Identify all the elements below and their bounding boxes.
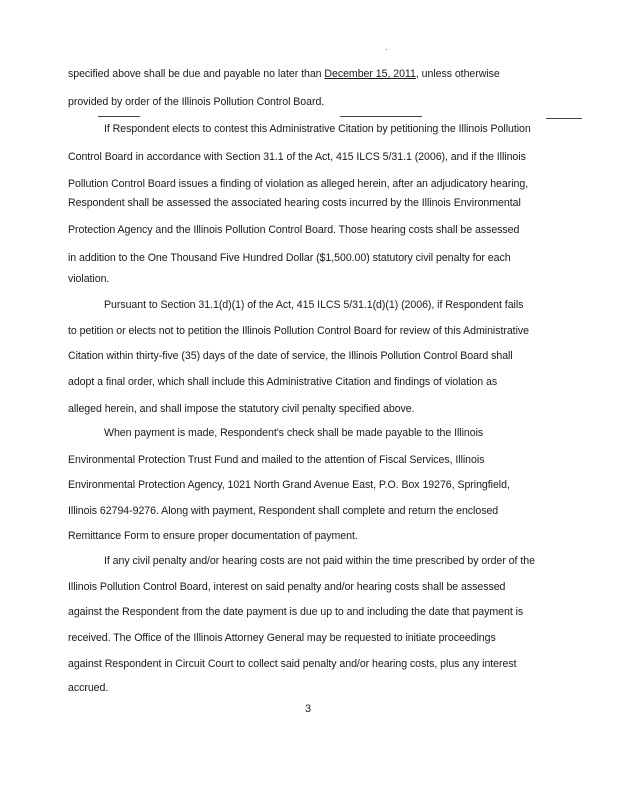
scan-speck: · <box>385 45 388 54</box>
paragraph-5-line-5: against Respondent in Circuit Court to collect said penalty and/or hearing costs, plus any interest <box>68 658 517 670</box>
paragraph-3-line-2: to petition or elects not to petition the Illinois Pollution Control Board for review of this Administrative <box>68 325 529 337</box>
paragraph-1-line-2: provided by order of the Illinois Pollution Control Board. <box>68 96 325 108</box>
paragraph-5-line-2: Illinois Pollution Control Board, interest on said penalty and/or hearing costs shall be assessed <box>68 581 506 593</box>
payment-due-date: December 15, 2011 <box>324 68 416 80</box>
paragraph-5-line-6: accrued. <box>68 682 109 694</box>
paragraph-2-line-3: Pollution Control Board issues a finding of violation as alleged herein, after an adjudicatory hearing, <box>68 178 529 190</box>
paragraph-2-line-6: in addition to the One Thousand Five Hundred Dollar ($1,500.00) statutory civil penalty for each <box>68 252 511 264</box>
paragraph-1-text-before-date: specified above shall be due and payable no later than <box>68 68 325 80</box>
paragraph-3-line-3: Citation within thirty-five (35) days of the date of service, the Illinois Pollution Control Board shall <box>68 350 513 362</box>
paragraph-3-line-5: alleged herein, and shall impose the statutory civil penalty specified above. <box>68 403 415 415</box>
paragraph-1-text-after-date: , unless otherwise <box>415 68 500 80</box>
scan-rule-mark <box>98 116 140 117</box>
paragraph-4-line-2: Environmental Protection Trust Fund and mailed to the attention of Fiscal Services, Illinois <box>68 454 485 466</box>
paragraph-1-line-1 <box>68 68 538 81</box>
scan-rule-mark <box>546 118 582 119</box>
page-number: 3 <box>304 703 312 715</box>
paragraph-2-line-1: If Respondent elects to contest this Administrative Citation by petitioning the Illinois Pollution <box>104 123 531 135</box>
paragraph-5-line-3: against the Respondent from the date payment is due up to and including the date that payment is <box>68 606 524 618</box>
paragraph-2-line-2: Control Board in accordance with Section 31.1 of the Act, 415 ILCS 5/31.1 (2006), and if the Illinois <box>68 151 526 163</box>
paragraph-3-line-1: Pursuant to Section 31.1(d)(1) of the Act, 415 ILCS 5/31.1(d)(1) (2006), if Respondent fails <box>104 299 524 311</box>
paragraph-4-line-5: Remittance Form to ensure proper documentation of payment. <box>68 530 358 542</box>
paragraph-2-line-7: violation. <box>68 273 110 285</box>
paragraph-4-line-1: When payment is made, Respondent's check shall be made payable to the Illinois <box>104 427 484 439</box>
paragraph-2-line-5: Protection Agency and the Illinois Pollution Control Board. Those hearing costs shall be assessed <box>68 224 520 236</box>
paragraph-5-line-1: If any civil penalty and/or hearing costs are not paid within the time prescribed by order of the <box>104 555 535 567</box>
paragraph-4-line-3: Environmental Protection Agency, 1021 North Grand Avenue East, P.O. Box 19276, Springfield, <box>68 479 510 491</box>
scan-rule-mark <box>340 116 422 117</box>
paragraph-4-line-4: Illinois 62794-9276. Along with payment, Respondent shall complete and return the enclosed <box>68 505 499 517</box>
paragraph-2-line-4: Respondent shall be assessed the associated hearing costs incurred by the Illinois Environmental <box>68 197 521 209</box>
paragraph-3-line-4: adopt a final order, which shall include this Administrative Citation and findings of violation as <box>68 376 498 388</box>
paragraph-5-line-4: received. The Office of the Illinois Attorney General may be requested to initiate proceedings <box>68 632 496 644</box>
